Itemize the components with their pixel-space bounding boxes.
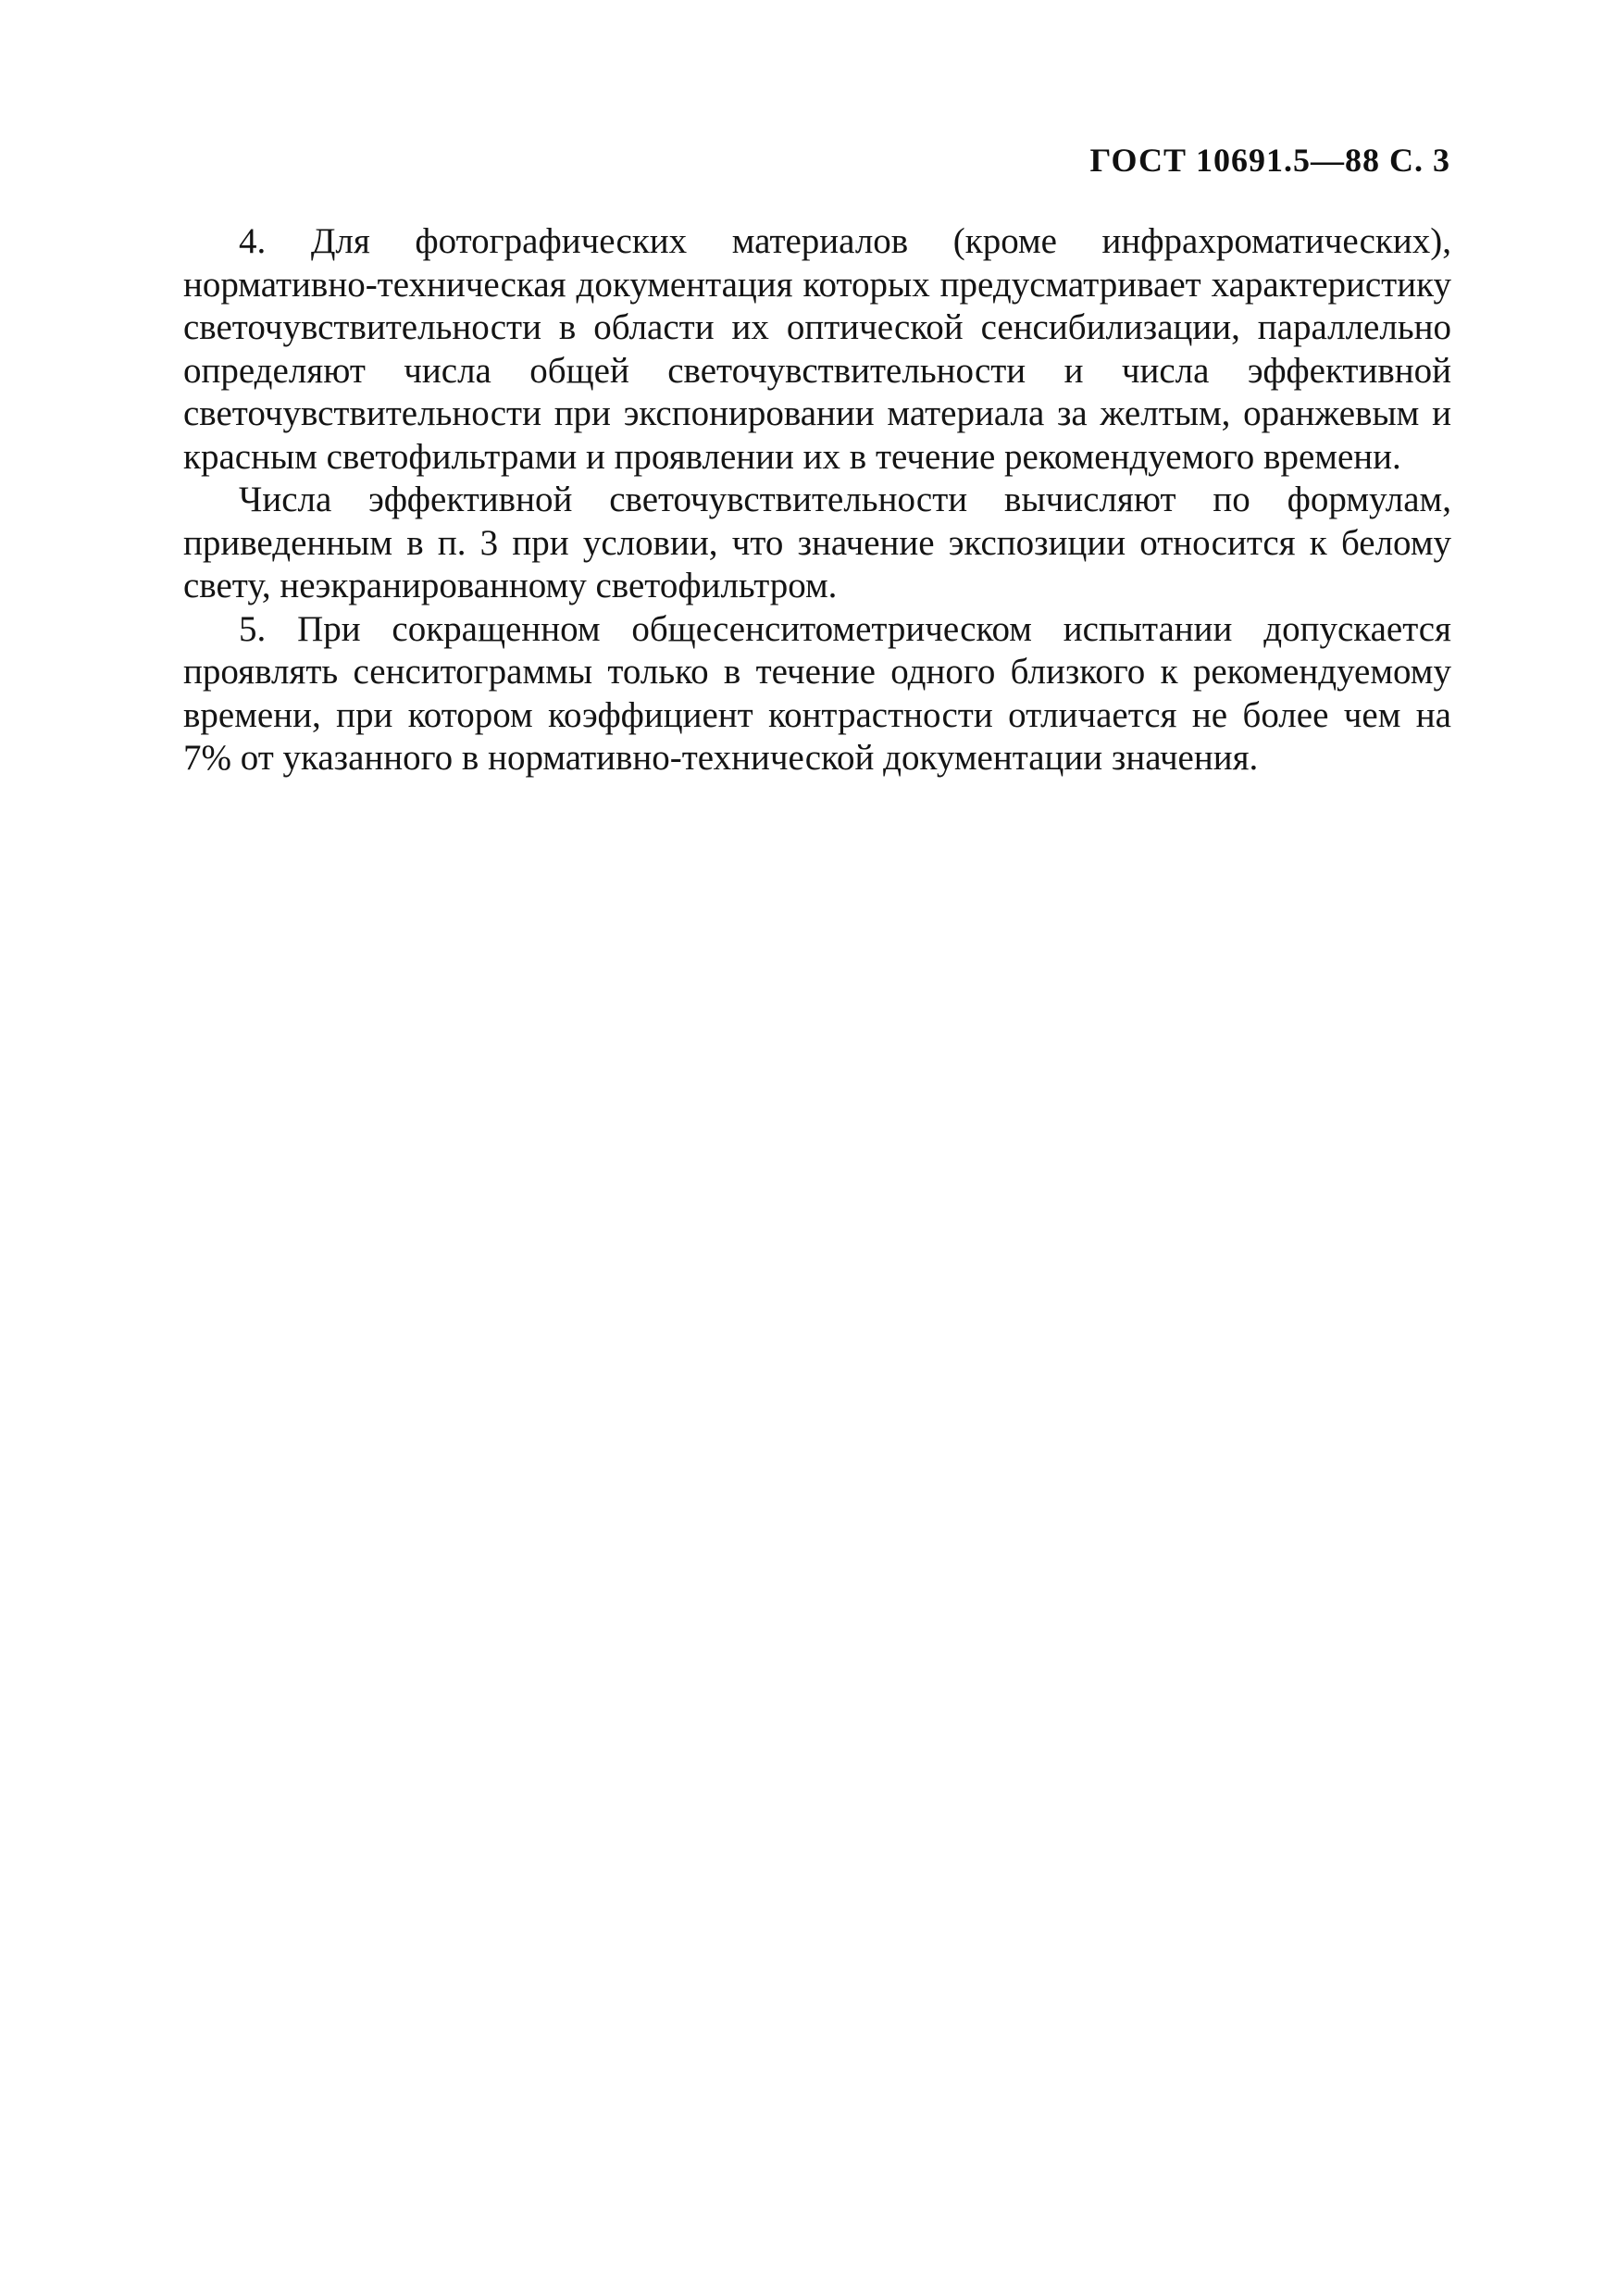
running-header: ГОСТ 10691.5—88 С. 3 [1089,142,1450,179]
paragraph-item-4: 4. Для фотографических материалов (кроме инфрахроматических), нормативно-техническая документация которых предусматривает характеристику светочувствительности в области их оптической сенсибилизации, параллельно определяют числа общей светочувствительности и числа эффективной светочувствительности при экспонировании материала за желтым, оранжевым и красным светофильтрами и проявлении их в течение рекомендуемого времени. [183,221,1451,477]
document-body [183,220,1451,780]
paragraph-item-5: 5. При сокращенном общесенситометрическом испытании допускается проявлять сенситограммы только в течение одного близкого к рекомендуемому времени, при котором коэффициент контрастности отличается не более чем на 7% от указанного в нормативно-технической документации значения. [183,608,1451,778]
paragraph-effective-sensitivity: Числа эффективной светочувствительности вычисляют по формулам, приведенным в п. 3 при условии, что значение экспозиции относится к белому свету, неэкранированному светофильтром. [183,480,1451,605]
